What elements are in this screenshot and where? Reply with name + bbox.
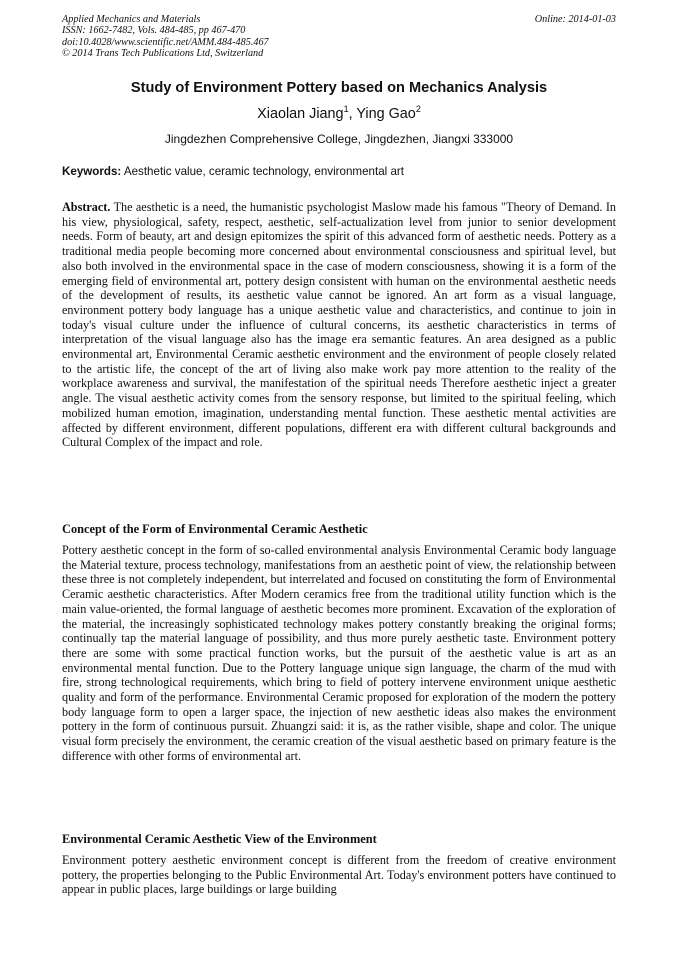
section-2-heading: Environmental Ceramic Aesthetic View of the Environment: [62, 832, 377, 846]
abstract: [62, 200, 616, 450]
author-1-affiliation-mark: 1: [343, 104, 349, 114]
keywords-label: Keywords:: [62, 165, 122, 178]
abstract-label: Abstract.: [62, 200, 111, 214]
journal-name: Applied Mechanics and Materials: [62, 14, 201, 25]
author-1: Xiaolan Jiang: [257, 105, 344, 122]
abstract-text: The aesthetic is a need, the humanistic psychologist Maslow made his famous "Theory of Demand. In his view, physiological, safety, respect, aesthetic, self-actualization level from junior to senior development needs. Form of beauty, art and design epitomizes the spirit of this advanced form of aesthetic needs. Pottery as a traditional media people becoming more concerned about environmental consciousness and spiritual level, but also both involved in the environmental space in the case of modern consciousness, showing it is a form of the emerging field of environmental art, pottery design consistent with human on the environmental aesthetic needs of the development of results, its aesthetic value cannot be ignored. An art form as a visual language, environment pottery body language has a unique aesthetic value and characteristics, and continue to join in today's visual culture under the influence of cultural concerns, its aesthetic characteristics in terms of interpretation of the visual language also has the image era semantic features. An area designed as a public environmental art, Environmental Ceramic aesthetic environment and the environment of people closely related to the artistic life, the concept of the art of living also make work pay more attention to the reality of the workplace awareness and survival, the manifestation of the spiritual needs Therefore aesthetic inject a greater angle. The visual aesthetic activity comes from the sensory response, but limited to the spiritual feeling, which mobilized human emotion, imagination, understanding mental function. These aesthetic mental activities are affected by different environment, different populations, different era with different cultural backgrounds and Cultural Complex of the impact and role.: [62, 200, 616, 450]
copyright-line: © 2014 Trans Tech Publications Ltd, Switzerland: [62, 48, 264, 60]
section-2-body: Environment pottery aesthetic environment concept is different from the freedom of creative environment pottery, the properties belonging to the Public Environmental Art. Today's environment potters have continued to appear in public places, large buildings or large building: [62, 853, 616, 897]
issn-line: ISSN: 1662-7482, Vols. 484-485, pp 467-470: [62, 25, 246, 37]
keywords: [62, 165, 616, 178]
paper-title: Study of Environment Pottery based on Mechanics Analysis: [130, 80, 548, 96]
author-2-affiliation-mark: 2: [415, 104, 421, 114]
section-1-body: Pottery aesthetic concept in the form of so-called environmental analysis Environmental Ceramic body language the Material texture, process technology, manifestations from an aesthetic point of view, the relationship between these three is not completely independent, but interrelated and focused on constituting the form of Environmental Ceramic aesthetic characteristics. After Modern ceramics free from the traditional utility function which is the main value-oriented, the formal language of aesthetic becomes more prominent. Excavation of the exploration of the material, the increasingly sophisticated technology makes pottery constantly breaking the original forms; continually tap the material language of possibility, and thus more purely aesthetic taste. Environment pottery there are some with some practical function works, but the pursuit of the aesthetic value is art as an environmental mental function. Due to the Pottery language unique sign language, the charm of the mud with fire, strong technological requirements, which bring to field of pottery intervene environment unique aesthetic quality and form of the performance. Environmental Ceramic proposed for exploration of the modern the pottery body language form to open a larger space, the injection of new aesthetic ideas also makes the environment pottery in the form of continuous pursuit. Zhuangzi said: it is, as the rather visible, shape and color. The unique visual form precisely the environment, the ceramic creation of the visual aesthetic based on primary feature is the difference with other forms of environmental art.: [62, 543, 616, 763]
author-separator: ,: [348, 105, 357, 122]
doi-line: doi:10.4028/www.scientific.net/AMM.484-485.467: [62, 36, 269, 48]
journal-header: [62, 14, 616, 60]
author-2: Ying Gao: [356, 105, 416, 122]
keywords-text: Aesthetic value, ceramic technology, environmental art: [121, 165, 404, 178]
affiliation: Jingdezhen Comprehensive College, Jingdezhen, Jiangxi 333000: [164, 132, 514, 146]
section-1-heading: Concept of the Form of Environmental Ceramic Aesthetic: [62, 522, 368, 536]
online-date: Online: 2014-01-03: [534, 14, 616, 25]
author-line: [62, 104, 616, 122]
